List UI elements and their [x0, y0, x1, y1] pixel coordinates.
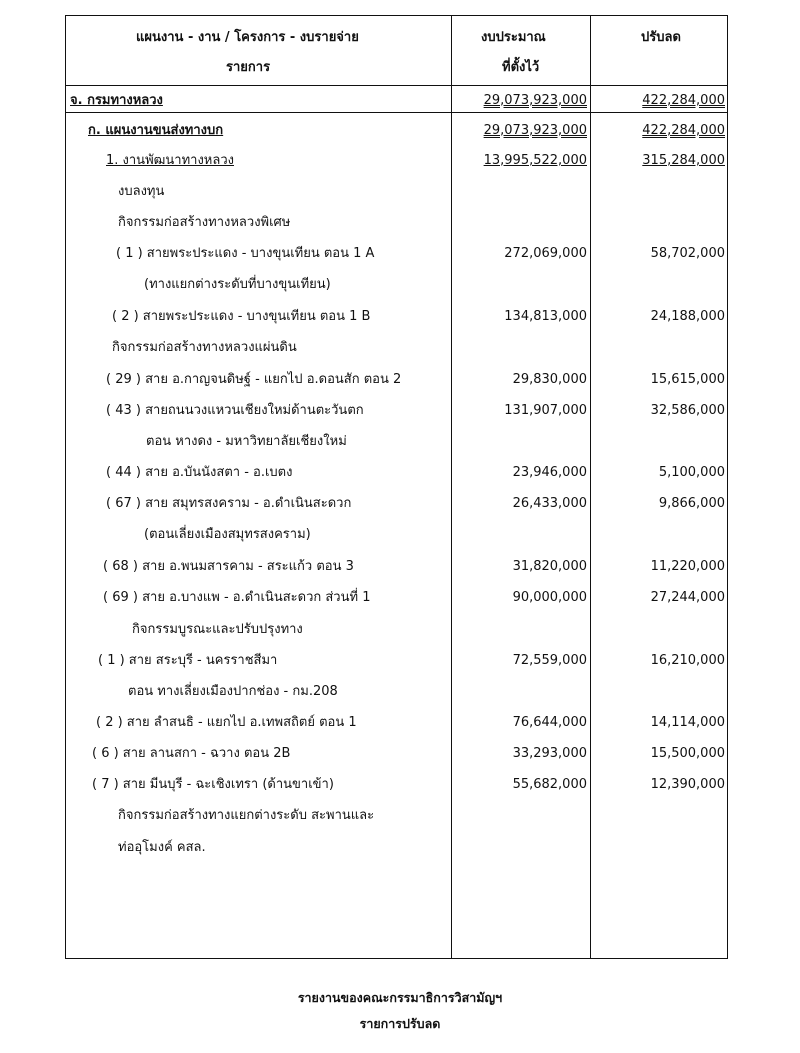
activity-label: กิจกรรมก่อสร้างทางแยกต่างระดับ สะพานและ	[118, 808, 375, 823]
item-label: ( 44 ) สาย อ.บันนังสตา - อ.เบตง	[106, 465, 293, 480]
item-label: ( 2 ) สายพระประแดง - บางขุนเทียน ตอน 1 B	[112, 309, 371, 324]
item-label: ( 1 ) สายพระประแดง - บางขุนเทียน ตอน 1 A	[116, 246, 375, 261]
item-label: ( 29 ) สาย อ.กาญจนดิษฐ์ - แยกไป อ.ดอนสัก ตอน 2	[106, 372, 402, 387]
header-budget-line2: ที่ตั้งไว้	[502, 60, 540, 75]
budget-value: 33,293,000	[512, 746, 587, 761]
cut-value: 422,284,000	[642, 93, 725, 108]
item-label: ( 69 ) สาย อ.บางแพ - อ.ดำเนินสะดวก ส่วนที่ 1	[103, 590, 371, 605]
table-row	[66, 182, 727, 208]
table-row	[66, 775, 727, 801]
table-row	[66, 557, 727, 583]
table-row	[66, 620, 727, 646]
budget-value: 26,433,000	[512, 496, 587, 511]
table-row	[66, 275, 727, 301]
cut-value: 16,210,000	[650, 653, 725, 668]
table-row	[66, 463, 727, 489]
table-row	[66, 244, 727, 270]
budget-value: 29,073,923,000	[483, 93, 587, 108]
budget-value: 134,813,000	[504, 309, 587, 324]
department-label: จ. กรมทางหลวง	[70, 93, 163, 108]
header-desc-line1: แผนงาน - งาน / โครงการ - งบรายจ่าย	[136, 30, 359, 45]
budget-value: 72,559,000	[512, 653, 587, 668]
cut-value: 24,188,000	[650, 309, 725, 324]
cut-value: 15,500,000	[650, 746, 725, 761]
table-row	[66, 338, 727, 364]
table-row	[66, 401, 727, 427]
table-row	[66, 806, 727, 832]
item-note: ตอน หางดง - มหาวิทยาลัยเชียงใหม่	[146, 434, 347, 449]
header-desc-line2: รายการ	[226, 60, 271, 75]
item-label: ( 68 ) สาย อ.พนมสารคาม - สระแก้ว ตอน 3	[103, 559, 354, 574]
cut-value: 11,220,000	[650, 559, 725, 574]
report-title: รายงานของคณะกรรมาธิการวิสามัญฯ	[297, 990, 503, 1005]
cut-value: 315,284,000	[642, 153, 725, 168]
cut-value: 58,702,000	[650, 246, 725, 261]
cut-value: 5,100,000	[658, 465, 725, 480]
table-row	[66, 121, 727, 147]
budget-value: 90,000,000	[512, 590, 587, 605]
report-subtitle: รายการปรับลด	[359, 1016, 441, 1031]
item-label: ( 67 ) สาย สมุทรสงคราม - อ.ดำเนินสะดวก	[106, 496, 352, 511]
table-row	[66, 151, 727, 177]
budget-value: 31,820,000	[512, 559, 587, 574]
item-note: ตอน ทางเลี่ยงเมืองปากช่อง - กม.208	[128, 684, 338, 699]
cut-value: 9,866,000	[658, 496, 725, 511]
table-row	[66, 588, 727, 614]
activity-label-continued: ท่ออุโมงค์ คสล.	[118, 840, 206, 855]
budget-value: 131,907,000	[504, 403, 587, 418]
budget-table	[65, 15, 728, 959]
budget-value: 272,069,000	[504, 246, 587, 261]
cut-value: 12,390,000	[650, 777, 725, 792]
section-divider	[66, 112, 727, 113]
budget-value: 29,830,000	[512, 372, 587, 387]
item-label: ( 2 ) สาย ลำสนธิ - แยกไป อ.เทพสถิตย์ ตอน 1	[96, 715, 357, 730]
table-row	[66, 713, 727, 739]
budget-value: 55,682,000	[512, 777, 587, 792]
table-row	[66, 307, 727, 333]
activity-label: กิจกรรมบูรณะและปรับปรุงทาง	[132, 622, 303, 637]
budget-category-label: งบลงทุน	[118, 184, 165, 199]
table-row	[66, 651, 727, 677]
activity-label: กิจกรรมก่อสร้างทางหลวงพิเศษ	[118, 215, 291, 230]
header-cut: ปรับลด	[641, 30, 681, 45]
plan-label: ก. แผนงานขนส่งทางบก	[88, 123, 224, 138]
item-label: ( 7 ) สาย มีนบุรี - ฉะเชิงเทรา (ด้านขาเข้า)	[92, 777, 334, 792]
table-row	[66, 213, 727, 239]
item-label: ( 1 ) สาย สระบุรี - นครราชสีมา	[98, 653, 278, 668]
table-row	[66, 744, 727, 770]
table-row	[66, 494, 727, 520]
cut-value: 15,615,000	[650, 372, 725, 387]
item-label: ( 43 ) สายถนนวงแหวนเชียงใหม่ด้านตะวันตก	[106, 403, 364, 418]
cut-value: 422,284,000	[642, 123, 725, 138]
header-budget-line1: งบประมาณ	[481, 30, 546, 45]
budget-value: 29,073,923,000	[483, 123, 587, 138]
item-note: (ทางแยกต่างระดับที่บางขุนเทียน)	[144, 277, 331, 292]
table-row	[66, 370, 727, 396]
cut-value: 32,586,000	[650, 403, 725, 418]
cut-value: 14,114,000	[650, 715, 725, 730]
budget-value: 23,946,000	[512, 465, 587, 480]
item-label: ( 6 ) สาย ลานสกา - ฉวาง ตอน 2B	[92, 746, 291, 761]
table-row	[66, 838, 727, 864]
header-divider	[66, 85, 727, 86]
work-label-text: 1. งานพัฒนาทางหลวง	[106, 153, 234, 168]
work-label	[106, 151, 234, 171]
cut-value: 27,244,000	[650, 590, 725, 605]
table-row	[66, 682, 727, 708]
budget-value: 76,644,000	[512, 715, 587, 730]
table-row	[66, 525, 727, 551]
activity-label: กิจกรรมก่อสร้างทางหลวงแผ่นดิน	[112, 340, 297, 355]
table-row	[66, 432, 727, 458]
table-row	[66, 91, 727, 117]
item-note: (ตอนเลี่ยงเมืองสมุทรสงคราม)	[144, 527, 311, 542]
budget-value: 13,995,522,000	[483, 153, 587, 168]
